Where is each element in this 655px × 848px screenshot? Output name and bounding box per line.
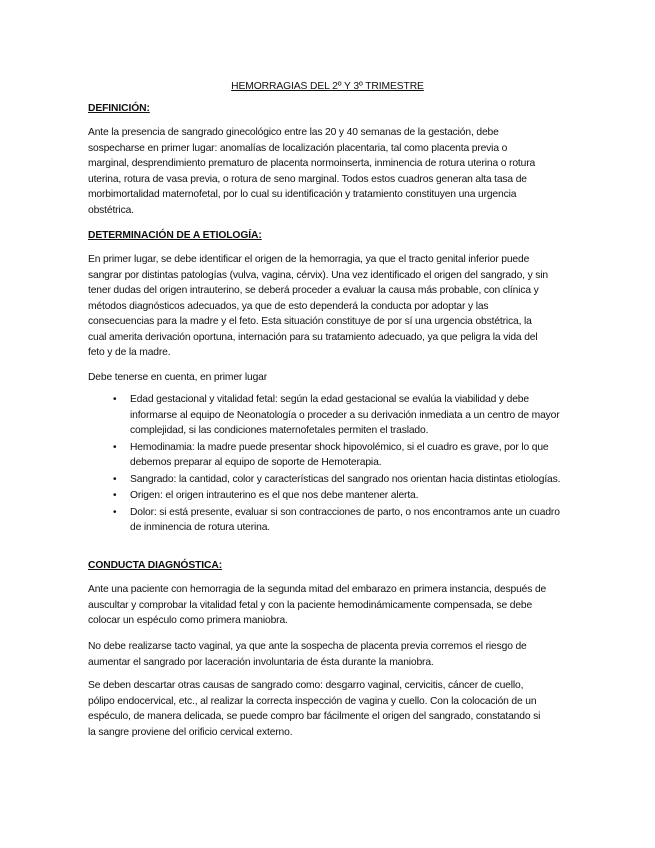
paragraph: En primer lugar, se debe identificar el origen de la hemorragia, ya que el tracto genital inferior puede sangrar por distintas patologías (vulva, vagina, cérvix). Una vez identificado el origen del sangrado, y sin tener dudas del origen intrauterino, se deberá proceder a evaluar la causa más probable, con clínica y métodos diagnósticos adecuados, ya que de esto dependerá la conducta por adoptar y las consecuencias para la madre y el feto. Esta situación constituye de por sí una urgencia obstétrica, la cual amerita derivación oportuna, internación para su tratamiento adecuado, ya que peligra la vida del feto y de la madre. bbox=[88, 254, 549, 358]
list-item bbox=[113, 440, 565, 471]
list-item-text: Hemodinamia: la madre puede presentar shock hipovolémico, si el cuadro es grave, por lo que debemos preparar al equipo de soporte de Hemoterapia. bbox=[130, 441, 549, 468]
list-item bbox=[113, 488, 565, 504]
list-item-text: Origen: el origen intrauterino es el que nos debe mantener alerta. bbox=[130, 490, 419, 501]
bullet-icon: • bbox=[113, 394, 117, 405]
list-item bbox=[113, 392, 565, 439]
paragraph: Ante la presencia de sangrado ginecológico entre las 20 y 40 semanas de la gestación, debe sospecharse en primer lugar: anomalías de localización placentaria, tal como placenta previa o marginal, desprendimiento prematuro de placenta normoinserta, inminencia de rotura uterina o rotura uterina, rotura de vasa previa, o rotura de seno marginal. Todos estos cuadros generan alta tasa de morbimortalidad maternofetal, por lo cual su identificación y tratamiento constituyen una urgencia obstétrica. bbox=[88, 127, 536, 216]
list-item-text: Edad gestacional y vitalidad fetal: según la edad gestacional se evalúa la viabilidad y debe informarse al equipo de Neonatología o proceder a su derivación inmediata a un centro de mayor complejidad, si las condiciones maternofetales permiten el traslado. bbox=[130, 394, 560, 436]
section-heading-etiologia: DETERMINACIÓN DE A ETIOLOGÍA: bbox=[88, 230, 262, 241]
bullet-icon: • bbox=[113, 441, 117, 453]
section-heading-definicion: DEFINICIÓN: bbox=[88, 103, 150, 114]
bullet-icon: • bbox=[113, 473, 117, 485]
document-title: HEMORRAGIAS DEL 2º Y 3º TRIMESTRE bbox=[231, 81, 424, 92]
list-item bbox=[113, 472, 565, 488]
paragraph: No debe realizarse tacto vaginal, ya que ante la sospecha de placenta previa corremos el riesgo de aumentar el sangrado por laceración involuntaria de ésta durante la maniobra. bbox=[88, 641, 527, 668]
paragraph: Debe tenerse en cuenta, en primer lugar bbox=[88, 372, 268, 383]
bullet-list bbox=[113, 392, 565, 537]
bullet-icon: • bbox=[113, 490, 117, 501]
paragraph: Se deben descartar otras causas de sangrado como: desgarro vaginal, cervicitis, cáncer de cuello, pólipo endocervical, etc., al realizar la correcta inspección de vagina y cuello. Con la colocación de un espéculo, de manera delicada, se puede compro bar fácilmente el origen del sangrado, constatando si la sangre proviene del orificio cervical externo. bbox=[88, 680, 541, 738]
paragraph: Ante una paciente con hemorragia de la segunda mitad del embarazo en primera instancia, después de auscultar y comprobar la vitalidad fetal y con la paciente hemodinámicamente compensada, se debe colocar un espéculo como primera maniobra. bbox=[88, 584, 547, 626]
list-item bbox=[113, 505, 565, 536]
list-item-text: Sangrado: la cantidad, color y características del sangrado nos orientan hacia distintas etiologías. bbox=[130, 473, 561, 485]
list-item-text: Dolor: si está presente, evaluar si son contracciones de parto, o nos encontramos ante un cuadro de inminencia de rotura uterina. bbox=[130, 506, 560, 533]
section-heading-conducta: CONDUCTA DIAGNÓSTICA: bbox=[88, 560, 223, 571]
bullet-icon: • bbox=[113, 506, 117, 518]
